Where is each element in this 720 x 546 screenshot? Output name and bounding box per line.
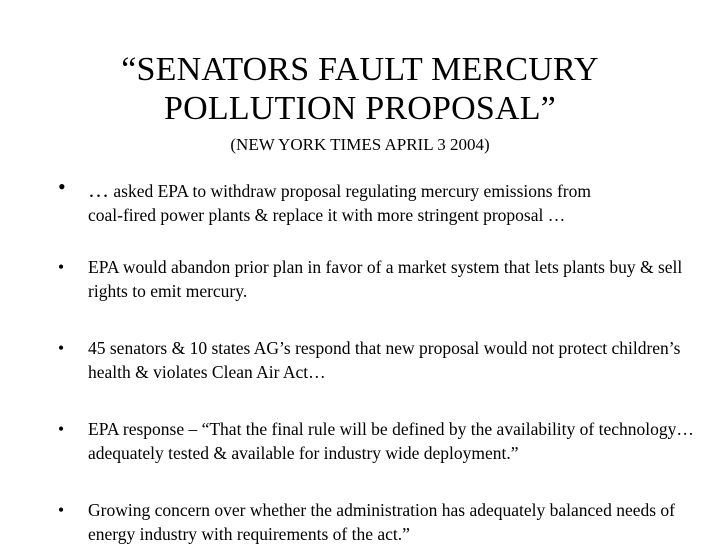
- slide-title: [0, 50, 720, 128]
- bullet-dot-icon: •: [58, 257, 65, 277]
- bullet-item: [58, 417, 702, 465]
- bullet-dot-icon: •: [58, 174, 66, 199]
- bullet-dot-icon: •: [58, 338, 65, 358]
- bullet-text: asked EPA to withdraw proposal regulating mercury emissions from: [109, 181, 591, 201]
- bullet-item: [58, 255, 702, 303]
- slide-subtitle: (NEW YORK TIMES APRIL 3 2004): [230, 135, 490, 154]
- bullet-text: 45 senators & 10 states AG’s respond that new proposal would not protect children’s health & violates Clean Air Act…: [88, 338, 681, 382]
- bullet-text-line: [88, 178, 702, 203]
- title-line-1: “SENATORS FAULT MERCURY: [121, 51, 599, 88]
- bullet-list: [58, 174, 702, 546]
- bullet-text-line: coal-fired power plants & replace it with more stringent proposal …: [88, 205, 566, 225]
- bullet-dot-icon: •: [58, 500, 65, 520]
- bullet-lead-ellipsis: …: [88, 178, 109, 202]
- bullet-dot-icon: •: [58, 419, 65, 439]
- bullet-item: [58, 174, 702, 227]
- bullet-text: Growing concern over whether the administration has adequately balanced needs of energy industry with requirements of the act.”: [88, 500, 676, 544]
- bullet-text: EPA response – “That the final rule will be defined by the availability of technology…adequately tested & available for industry wide deployment.”: [88, 419, 694, 463]
- bullet-item: [58, 336, 702, 384]
- bullet-text: EPA would abandon prior plan in favor of a market system that lets plants buy & sell rights to emit mercury.: [88, 257, 683, 301]
- title-line-2: POLLUTION PROPOSAL”: [164, 90, 556, 127]
- bullet-item: [58, 498, 702, 546]
